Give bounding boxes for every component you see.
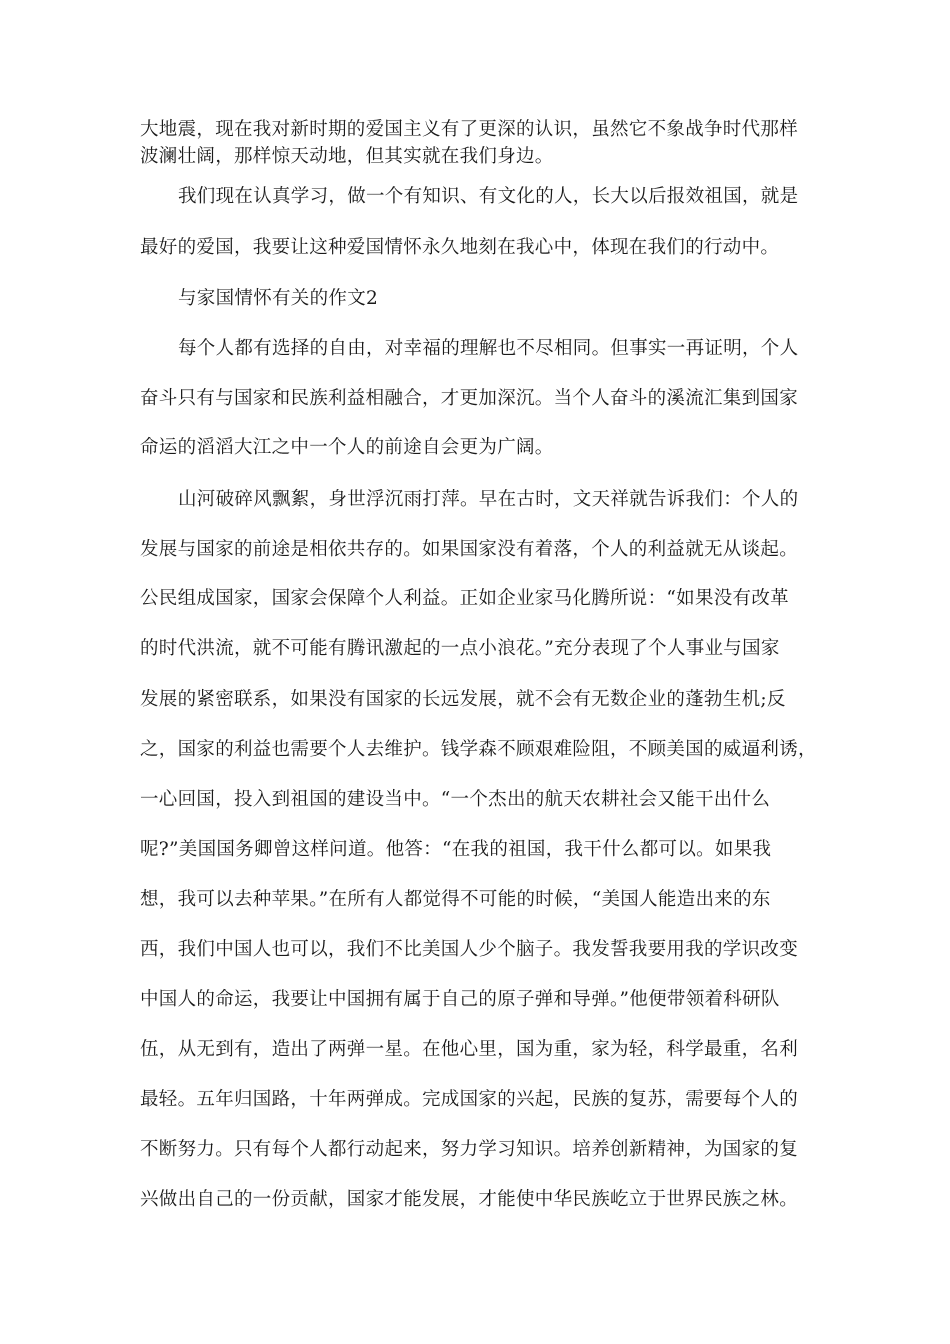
text-line: 之，国家的利益也需要个人去维护。钱学森不顾艰难险阻，不顾美国的威逼利诱， xyxy=(140,739,817,760)
paragraph-line: 山河破碎风飘絮，身世浮沉雨打萍。早在古时，文天祥就告诉我们：个人的 xyxy=(178,489,799,510)
text-line: 伍，从无到有，造出了两弹一星。在他心里，国为重，家为轻，科学最重，名利 xyxy=(140,1039,799,1060)
text-line: 中国人的命运，我要让中国拥有属于自己的原子弹和导弹。”他便带领着科研队 xyxy=(140,989,780,1010)
text-line: 最轻。五年归国路，十年两弹成。完成国家的兴起，民族的复苏，需要每个人的 xyxy=(140,1089,799,1110)
text-line: 波澜壮阔，那样惊天动地，但其实就在我们身边。 xyxy=(140,146,554,167)
text-line: 命运的滔滔大江之中一个人的前途自会更为广阔。 xyxy=(140,437,554,458)
text-line: 不断努力。只有每个人都行动起来，努力学习知识。培养创新精神，为国家的复 xyxy=(140,1139,799,1160)
text-line: 一心回国，投入到祖国的建设当中。“一个杰出的航天农耕社会又能干出什么 xyxy=(140,789,771,810)
text-line: 大地震，现在我对新时期的爱国主义有了更深的认识，虽然它不象战争时代那样 xyxy=(140,119,799,140)
text-line: 最好的爱国，我要让这种爱国情怀永久地刻在我心中，体现在我们的行动中。 xyxy=(140,237,780,258)
section-heading: 与家国情怀有关的作文2 xyxy=(178,288,379,309)
paragraph-line: 我们现在认真学习，做一个有知识、有文化的人，长大以后报效祖国，就是 xyxy=(178,186,799,207)
text-line: 奋斗只有与国家和民族利益相融合，才更加深沉。当个人奋斗的溪流汇集到国家 xyxy=(140,388,799,409)
text-line: 兴做出自己的一份贡献，国家才能发展，才能使中华民族屹立于世界民族之林。 xyxy=(140,1189,799,1210)
text-line: 西，我们中国人也可以，我们不比美国人少个脑子。我发誓我要用我的学识改变 xyxy=(140,939,799,960)
text-line: 公民组成国家，国家会保障个人利益。正如企业家马化腾所说：“如果没有改革 xyxy=(140,588,789,609)
paragraph-line: 每个人都有选择的自由，对幸福的理解也不尽相同。但事实一再证明，个人 xyxy=(178,338,799,359)
text-line: 发展与国家的前途是相依共存的。如果国家没有着落，个人的利益就无从谈起。 xyxy=(140,539,799,560)
text-line: 想，我可以去种苹果。”在所有人都觉得不可能的时候，“美国人能造出来的东 xyxy=(140,889,771,910)
text-line: 发展的紧密联系，如果没有国家的长远发展，就不会有无数企业的蓬勃生机;反 xyxy=(140,689,786,710)
text-line: 的时代洪流，就不可能有腾讯激起的一点小浪花。”充分表现了个人事业与国家 xyxy=(140,638,780,659)
text-line: 呢?”美国国务卿曾这样问道。他答：“在我的祖国，我干什么都可以。如果我 xyxy=(140,839,772,860)
